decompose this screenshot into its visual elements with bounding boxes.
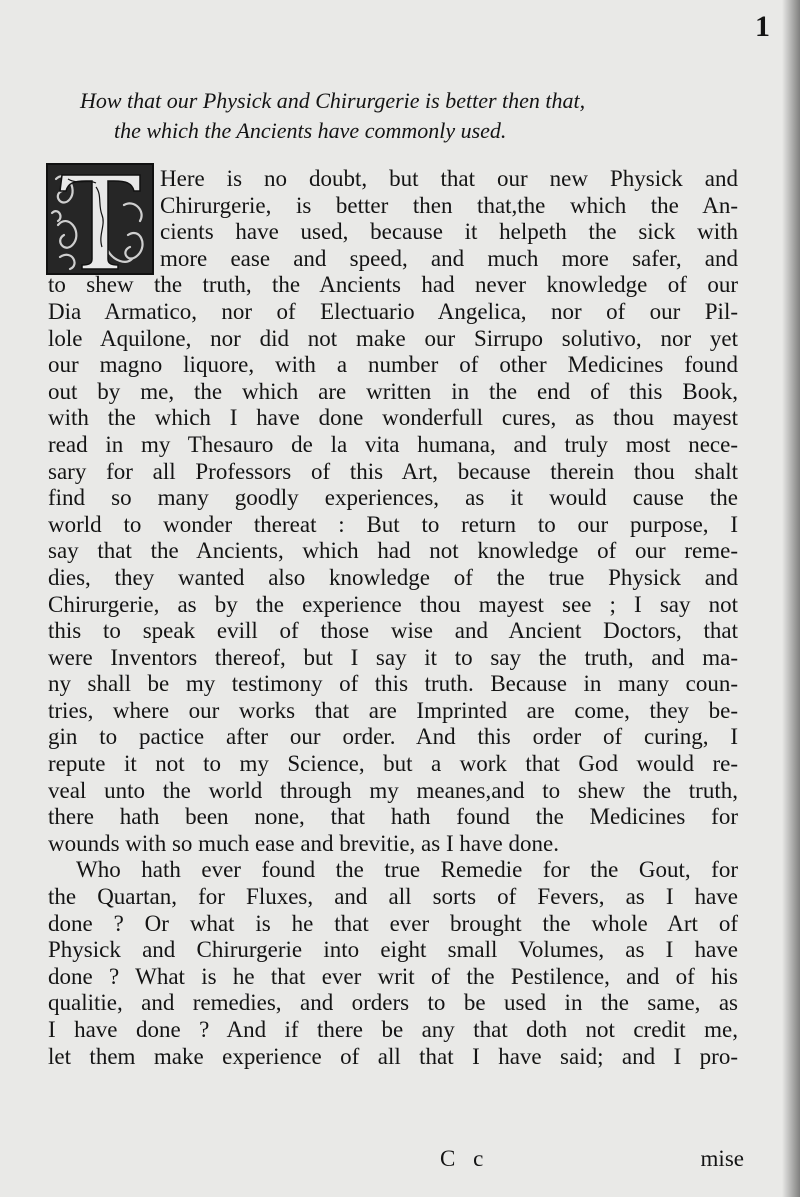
text-line: done ? What is he that ever writ of the Pestilence, and of his	[48, 963, 738, 989]
text-line: I have done ? And if there be any that doth not credit me,	[48, 1017, 738, 1042]
chapter-heading	[80, 86, 770, 146]
text-line: tries, where our works that are Imprinted are come, they be-	[48, 697, 738, 723]
text-line: qualitie, and remedies, and orders to be used in the same, as	[48, 990, 738, 1016]
page-number: 1	[755, 10, 770, 43]
text-line: dies, they wanted also knowledge of the true Physick and	[48, 564, 738, 590]
text-line: find so many goodly experiences, as it would cause the	[48, 485, 738, 511]
heading-line-1: How that our Physick and Chirurgerie is better then that,	[80, 88, 586, 113]
text-line: our magno liquore, with a number of other Medicines found	[48, 352, 738, 378]
text-line: wounds with so much ease and brevitie, as I have done.	[48, 830, 559, 856]
text-line: this to speak evill of those wise and Ancient Doctors, that	[48, 618, 738, 644]
catchword: mise	[700, 1146, 744, 1171]
text-line: Chirurgerie, as by the experience thou mayest see ; I say not	[48, 591, 738, 617]
text-line: let them make experience of all that I have said; and I pro-	[48, 1043, 738, 1069]
text-line: repute it not to my Science, but a work that God would re-	[48, 751, 738, 777]
text-line: the Quartan, for Fluxes, and all sorts of Fevers, as I have	[48, 884, 738, 910]
text-line: lole Aquilone, nor did not make our Sirrupo solutivo, nor yet	[48, 325, 738, 351]
text-line: Here is no doubt, but that our new Physick and	[160, 166, 738, 191]
text-line: ny shall be my testimony of this truth. Because in many coun-	[48, 671, 738, 697]
text-line: there hath been none, that hath found the Medicines for	[48, 804, 738, 830]
text-line: cients have used, because it helpeth the sick with	[160, 219, 738, 245]
text-line: say that the Ancients, which had not knowledge of our reme-	[48, 538, 738, 564]
body-text	[48, 166, 738, 1070]
text-line: done ? Or what is he that ever brought the whole Art of	[48, 910, 738, 936]
text-line: were Inventors thereof, but I say it to say the truth, and ma-	[48, 644, 738, 670]
text-line: gin to pactice after our order. And this order of curing, I	[48, 724, 738, 750]
text-line: Dia Armatico, nor of Electuario Angelica, nor of our Pil-	[48, 298, 738, 324]
heading-line-2: the which the Ancients have commonly used.	[114, 118, 507, 143]
text-line: world to wonder thereat : But to return to our purpose, I	[48, 511, 738, 537]
text-line: to shew the truth, the Ancients had never knowledge of our	[48, 272, 738, 298]
text-line: Who hath ever found the true Remedie for the Gout, for	[76, 857, 738, 883]
text-line: with the which I have done wonderfull cures, as thou mayest	[48, 405, 738, 431]
text-line: read in my Thesauro de la vita humana, and truly most nece-	[48, 431, 738, 457]
text-line: out by me, the which are written in the end of this Book,	[48, 378, 738, 404]
text-line: Chirurgerie, is better then that,the which the An-	[160, 192, 738, 218]
signature-mark: C c	[440, 1146, 490, 1171]
text-line: veal unto the world through my meanes,and to shew the truth,	[48, 777, 738, 803]
text-line: more ease and speed, and much more safer, and	[160, 245, 738, 271]
text-line: sary for all Professors of this Art, because therein thou shalt	[48, 458, 738, 484]
text-line: Physick and Chirurgerie into eight small Volumes, as I have	[48, 937, 738, 963]
